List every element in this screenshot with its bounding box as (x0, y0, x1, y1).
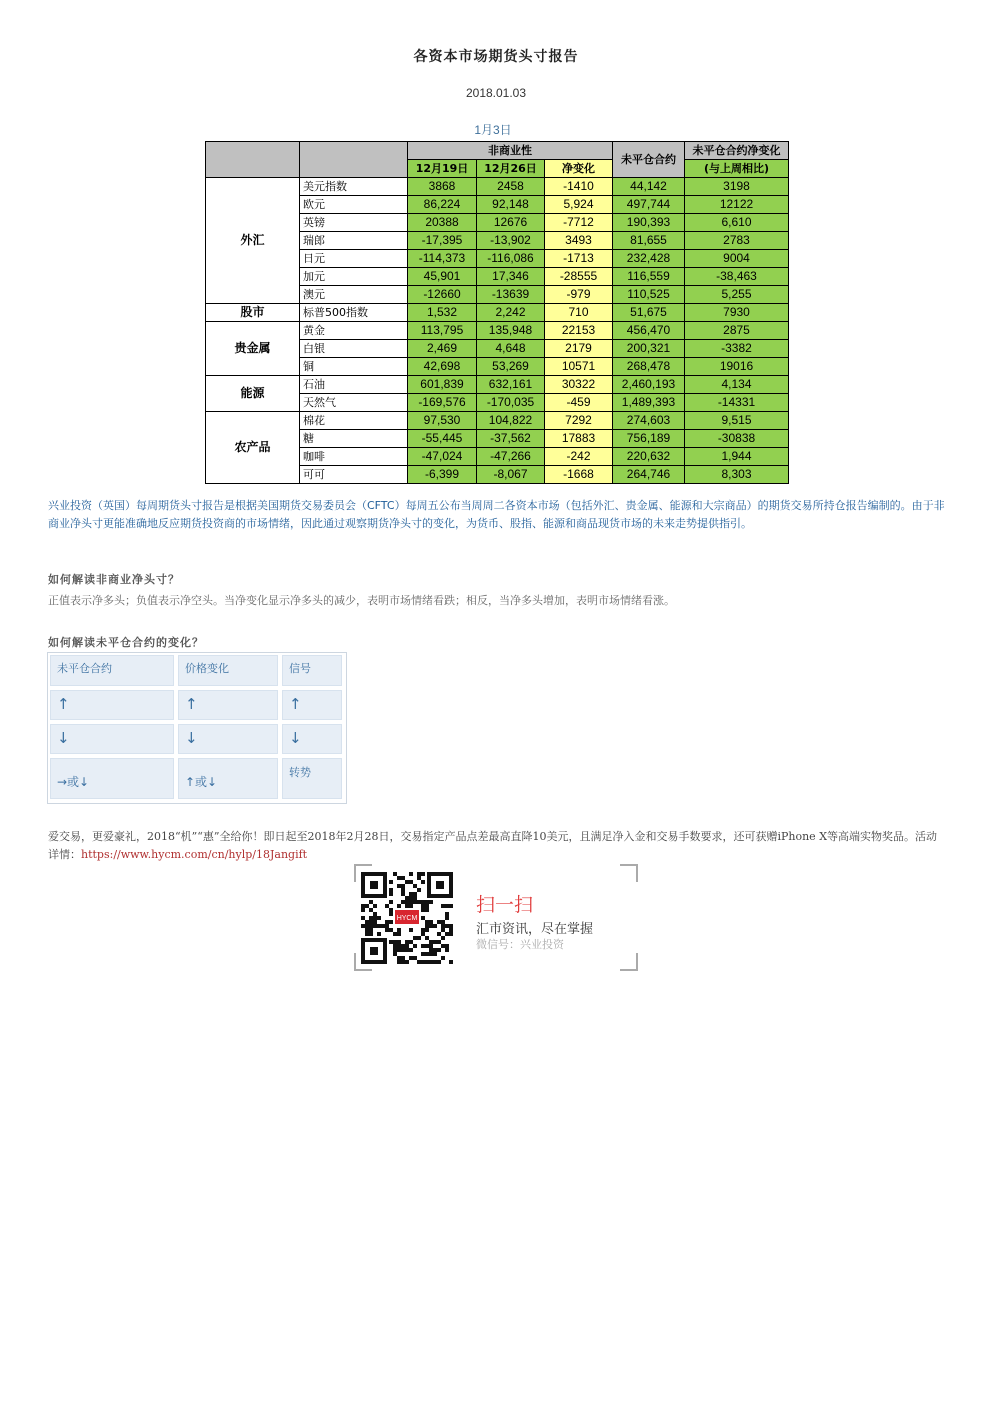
net-change: 22153 (545, 322, 613, 340)
oi-change: 8,303 (685, 466, 789, 484)
value-dec26: 17,346 (477, 268, 545, 286)
value-dec26: 12676 (477, 214, 545, 232)
value-dec26: -170,035 (477, 394, 545, 412)
signal-header-signal: 信号 (282, 655, 342, 686)
net-change: 30322 (545, 376, 613, 394)
category-cell: 贵金属 (206, 322, 300, 376)
signal-cell: ↑ (178, 690, 278, 720)
header-noncommercial: 非商业性 (408, 142, 613, 160)
instrument-name: 可可 (300, 466, 408, 484)
value-dec19: 20388 (408, 214, 477, 232)
value-dec19: 113,795 (408, 322, 477, 340)
oi-change: 5,255 (685, 286, 789, 304)
header-blank (206, 142, 300, 178)
section2-heading: 如何解读未平仓合约的变化？ (48, 636, 204, 649)
oi-change: 4,134 (685, 376, 789, 394)
value-dec19: 1,532 (408, 304, 477, 322)
value-dec19: 97,530 (408, 412, 477, 430)
net-change: 710 (545, 304, 613, 322)
header-dec26: 12月26日 (477, 160, 545, 178)
signal-cell: →或↓ (50, 758, 174, 799)
net-change: 10571 (545, 358, 613, 376)
net-change: -1668 (545, 466, 613, 484)
wechat-id: 微信号：兴业投资 (476, 938, 564, 951)
section1-heading: 如何解读非商业净头寸？ (48, 573, 180, 586)
value-dec19: -47,024 (408, 448, 477, 466)
value-dec26: 104,822 (477, 412, 545, 430)
qr-code-icon (361, 872, 453, 964)
signal-cell: ↓ (50, 724, 174, 754)
value-dec26: -8,067 (477, 466, 545, 484)
instrument-name: 石油 (300, 376, 408, 394)
table-row (206, 322, 789, 340)
table-row (206, 412, 789, 430)
oi-change: 7930 (685, 304, 789, 322)
open-interest: 110,525 (613, 286, 685, 304)
open-interest: 1,489,393 (613, 394, 685, 412)
table-title: 1月3日 (474, 123, 512, 137)
value-dec26: -13639 (477, 286, 545, 304)
signal-cell: ↑ (50, 690, 174, 720)
oi-change: 3198 (685, 178, 789, 196)
oi-change: -30838 (685, 430, 789, 448)
header-blank (300, 142, 408, 178)
net-change: 2179 (545, 340, 613, 358)
qr-card (354, 864, 638, 971)
instrument-name: 英镑 (300, 214, 408, 232)
net-change: 17883 (545, 430, 613, 448)
header-dec19: 12月19日 (408, 160, 477, 178)
table-row (206, 304, 789, 322)
open-interest: 51,675 (613, 304, 685, 322)
value-dec26: -116,086 (477, 250, 545, 268)
instrument-name: 欧元 (300, 196, 408, 214)
category-cell: 股市 (206, 304, 300, 322)
cot-table (205, 141, 789, 484)
net-change: -242 (545, 448, 613, 466)
value-dec26: 4,648 (477, 340, 545, 358)
value-dec19: 601,839 (408, 376, 477, 394)
signal-cell: ↓ (178, 724, 278, 754)
oi-change: 2875 (685, 322, 789, 340)
instrument-name: 糖 (300, 430, 408, 448)
intro-paragraph: 兴业投资（英国）每周期货头寸报告是根据美国期货交易委员会（CFTC）每周五公布当周周二各资本市场（包括外汇、贵金属、能源和大宗商品）的期货交易所持仓报告编制的。由于非商业净头寸更能准确地反应期货投资商的市场情绪，因此通过观察期货净头寸的变化，为货币、股指、能源和商品现货市场的未来走势提供指引。 (48, 499, 945, 530)
value-dec19: 45,901 (408, 268, 477, 286)
promo-paragraph (48, 828, 948, 864)
value-dec26: 2458 (477, 178, 545, 196)
instrument-name: 咖啡 (300, 448, 408, 466)
category-cell: 农产品 (206, 412, 300, 484)
value-dec19: -12660 (408, 286, 477, 304)
net-change: -979 (545, 286, 613, 304)
net-change: 3493 (545, 232, 613, 250)
value-dec19: -6,399 (408, 466, 477, 484)
oi-change: 2783 (685, 232, 789, 250)
net-change: 7292 (545, 412, 613, 430)
net-change: -1410 (545, 178, 613, 196)
oi-change: 9,515 (685, 412, 789, 430)
open-interest: 232,428 (613, 250, 685, 268)
net-change: -1713 (545, 250, 613, 268)
open-interest: 116,559 (613, 268, 685, 286)
section1-body: 正值表示净多头；负值表示净空头。当净变化显示净多头的减少，表明市场情绪看跌；相反，当净多头增加，表明市场情绪看涨。 (48, 594, 675, 607)
open-interest: 81,655 (613, 232, 685, 250)
oi-change: -14331 (685, 394, 789, 412)
oi-change: -3382 (685, 340, 789, 358)
scan-tagline: 汇市资讯，尽在掌握 (476, 922, 594, 937)
category-cell: 能源 (206, 376, 300, 412)
value-dec19: 3868 (408, 178, 477, 196)
value-dec19: -55,445 (408, 430, 477, 448)
signal-cell: ↓ (282, 724, 342, 754)
report-title: 各资本市场期货头寸报告 (413, 49, 579, 65)
table-row (206, 376, 789, 394)
header-open-interest: 未平仓合约 (613, 142, 685, 178)
value-dec26: -37,562 (477, 430, 545, 448)
value-dec26: 135,948 (477, 322, 545, 340)
signal-cell: ↑或↓ (178, 758, 278, 799)
value-dec26: 53,269 (477, 358, 545, 376)
net-change: -7712 (545, 214, 613, 232)
open-interest: 264,746 (613, 466, 685, 484)
instrument-name: 标普500指数 (300, 304, 408, 322)
oi-change: -38,463 (685, 268, 789, 286)
oi-change: 9004 (685, 250, 789, 268)
header-oi-change-sub: (与上周相比) (685, 160, 789, 178)
signal-cell: ↑ (282, 690, 342, 720)
instrument-name: 铜 (300, 358, 408, 376)
net-change: 5,924 (545, 196, 613, 214)
open-interest: 2,460,193 (613, 376, 685, 394)
value-dec26: -47,266 (477, 448, 545, 466)
open-interest: 268,478 (613, 358, 685, 376)
open-interest: 497,744 (613, 196, 685, 214)
oi-change: 6,610 (685, 214, 789, 232)
signal-table (47, 652, 347, 804)
instrument-name: 日元 (300, 250, 408, 268)
promo-link[interactable]: https://www.hycm.com/cn/hylp/18Jangift (81, 848, 308, 861)
instrument-name: 加元 (300, 268, 408, 286)
open-interest: 200,321 (613, 340, 685, 358)
net-change: -28555 (545, 268, 613, 286)
open-interest: 756,189 (613, 430, 685, 448)
promo-text: 爱交易，更爱豪礼，2018“机”“惠”全给你！即日起至2018年2月28日，交易指定产品点差最高直降10美元，且满足净入金和交易手数要求，还可获赠iPhone X等高端实物奖品。活动详情： (48, 830, 938, 861)
instrument-name: 白银 (300, 340, 408, 358)
table-row (206, 178, 789, 196)
qr-center-label: HYCM (396, 915, 418, 922)
open-interest: 220,632 (613, 448, 685, 466)
net-change: -459 (545, 394, 613, 412)
report-date: 2018.01.03 (465, 86, 527, 100)
value-dec19: -17,395 (408, 232, 477, 250)
open-interest: 456,470 (613, 322, 685, 340)
value-dec19: -114,373 (408, 250, 477, 268)
scan-title: 扫一扫 (476, 894, 534, 916)
instrument-name: 黄金 (300, 322, 408, 340)
open-interest: 190,393 (613, 214, 685, 232)
signal-header-oi: 未平仓合约 (50, 655, 174, 686)
value-dec26: 92,148 (477, 196, 545, 214)
value-dec19: 42,698 (408, 358, 477, 376)
instrument-name: 美元指数 (300, 178, 408, 196)
signal-header-price: 价格变化 (178, 655, 278, 686)
instrument-name: 瑞郎 (300, 232, 408, 250)
value-dec19: 86,224 (408, 196, 477, 214)
value-dec26: 632,161 (477, 376, 545, 394)
header-oi-change: 未平仓合约净变化 (685, 142, 789, 160)
frame-corner (620, 953, 638, 971)
instrument-name: 天然气 (300, 394, 408, 412)
value-dec19: -169,576 (408, 394, 477, 412)
category-cell: 外汇 (206, 178, 300, 304)
value-dec26: 2,242 (477, 304, 545, 322)
value-dec26: -13,902 (477, 232, 545, 250)
header-net-change: 净变化 (545, 160, 613, 178)
signal-cell: 转势 (282, 758, 342, 799)
open-interest: 274,603 (613, 412, 685, 430)
instrument-name: 棉花 (300, 412, 408, 430)
value-dec19: 2,469 (408, 340, 477, 358)
instrument-name: 澳元 (300, 286, 408, 304)
oi-change: 12122 (685, 196, 789, 214)
frame-corner (620, 864, 638, 882)
open-interest: 44,142 (613, 178, 685, 196)
oi-change: 19016 (685, 358, 789, 376)
oi-change: 1,944 (685, 448, 789, 466)
